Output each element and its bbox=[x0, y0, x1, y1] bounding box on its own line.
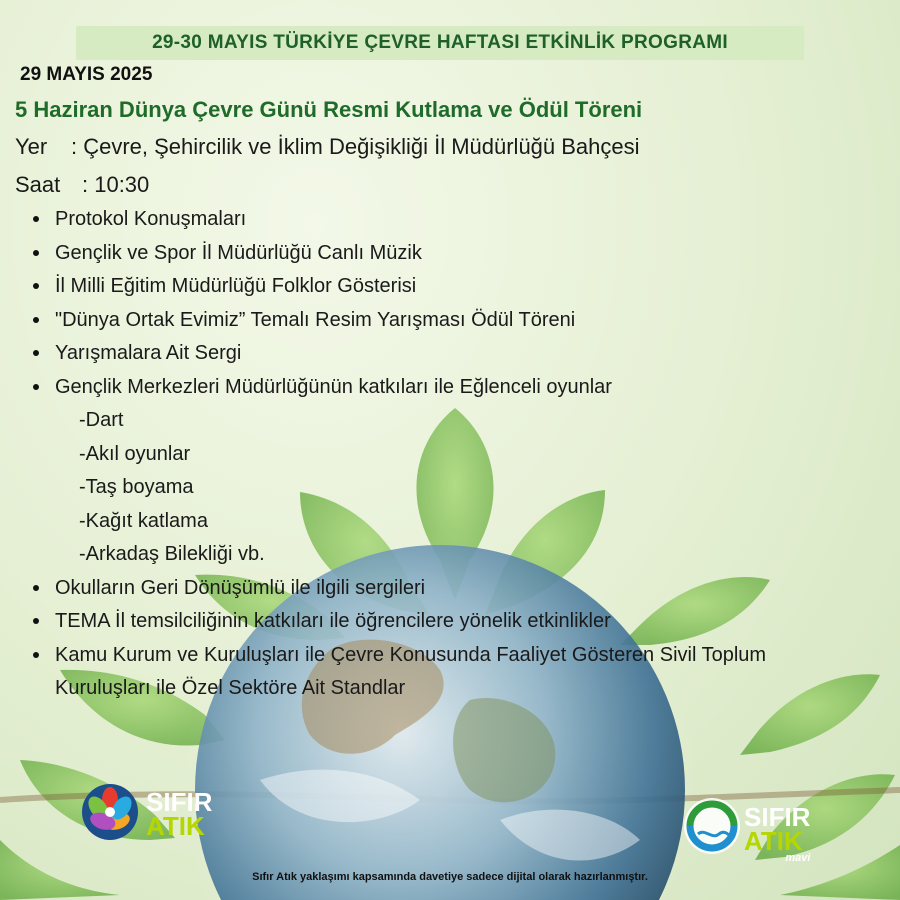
bullet-icon bbox=[33, 283, 39, 289]
time-value: : 10:30 bbox=[82, 172, 150, 197]
list-item: Kamu Kurum ve Kuruluşları ile Çevre Konusunda Faaliyet Gösteren Sivil Toplum Kuruluşları ile Özel Sektöre Ait Standlar bbox=[30, 639, 830, 706]
time-label: Saat bbox=[15, 172, 61, 197]
bullet-icon bbox=[33, 350, 39, 356]
bullet-icon bbox=[33, 216, 39, 222]
logo-left-line2: ATIK bbox=[146, 811, 205, 841]
list-item: İl Milli Eğitim Müdürlüğü Folklor Gösterisi bbox=[30, 270, 830, 304]
list-item: "Dünya Ortak Evimiz” Temalı Resim Yarışması Ödül Töreni bbox=[30, 304, 830, 338]
location-label: Yer bbox=[15, 134, 48, 159]
sub-list-item: -Arkadaş Bilekliği vb. bbox=[79, 543, 265, 565]
program-title: 29-30 MAYIS TÜRKİYE ÇEVRE HAFTASI ETKİNLİK PROGRAMI bbox=[152, 32, 728, 53]
logo-right-line2: ATIK bbox=[744, 826, 803, 856]
location-value: : Çevre, Şehircilik ve İklim Değişikliği İl Müdürlüğü Bahçesi bbox=[71, 134, 640, 159]
bullet-icon bbox=[33, 250, 39, 256]
sub-list-item: -Kağıt katlama bbox=[79, 509, 208, 532]
event-title: 5 Haziran Dünya Çevre Günü Resmi Kutlama ve Ödül Töreni bbox=[15, 97, 643, 122]
program-title-banner bbox=[76, 26, 804, 60]
list-item: TEMA İl temsilciliğinin katkıları ile öğrencilere yönelik etkinlikler bbox=[30, 605, 830, 639]
list-item: Okulların Geri Dönüşümlü ile ilgili sergileri bbox=[30, 572, 830, 606]
bullet-icon bbox=[33, 384, 39, 390]
time-line bbox=[15, 172, 149, 198]
event-date: 29 MAYIS 2025 bbox=[20, 64, 153, 85]
bullet-icon bbox=[33, 618, 39, 624]
list-item: Protokol Konuşmaları bbox=[30, 203, 830, 237]
logo-left-line1: SIFIR bbox=[146, 787, 213, 817]
bullet-icon bbox=[33, 585, 39, 591]
sub-list-item: -Akıl oyunlar bbox=[79, 442, 191, 465]
sub-list-item: -Dart bbox=[79, 409, 124, 431]
footer-note: Sıfır Atık yaklaşımı kapsamında davetiye sadece dijital olarak hazırlanmıştır. bbox=[252, 871, 648, 883]
sub-list-item: -Taş boyama bbox=[79, 476, 194, 498]
games-sublist bbox=[55, 404, 830, 572]
bullet-icon bbox=[33, 652, 39, 658]
sifir-atik-mavi-logo-right bbox=[744, 802, 811, 864]
list-item: Gençlik Merkezleri Müdürlüğünün katkıları ile Eğlenceli oyunlar -Dart -Akıl oyunlar -Taş boyama -Kağıt katlama -Arkadaş Bilekliği vb. bbox=[30, 371, 830, 572]
list-item: Gençlik ve Spor İl Müdürlüğü Canlı Müzik bbox=[30, 237, 830, 271]
sifir-atik-logo-left bbox=[146, 787, 213, 841]
program-list bbox=[30, 203, 830, 706]
logo-right-line3: mavi bbox=[785, 852, 811, 864]
list-item: Yarışmalara Ait Sergi bbox=[30, 337, 830, 371]
location-line bbox=[15, 134, 640, 160]
logo-right-line1: SIFIR bbox=[744, 802, 811, 832]
bullet-icon bbox=[33, 317, 39, 323]
